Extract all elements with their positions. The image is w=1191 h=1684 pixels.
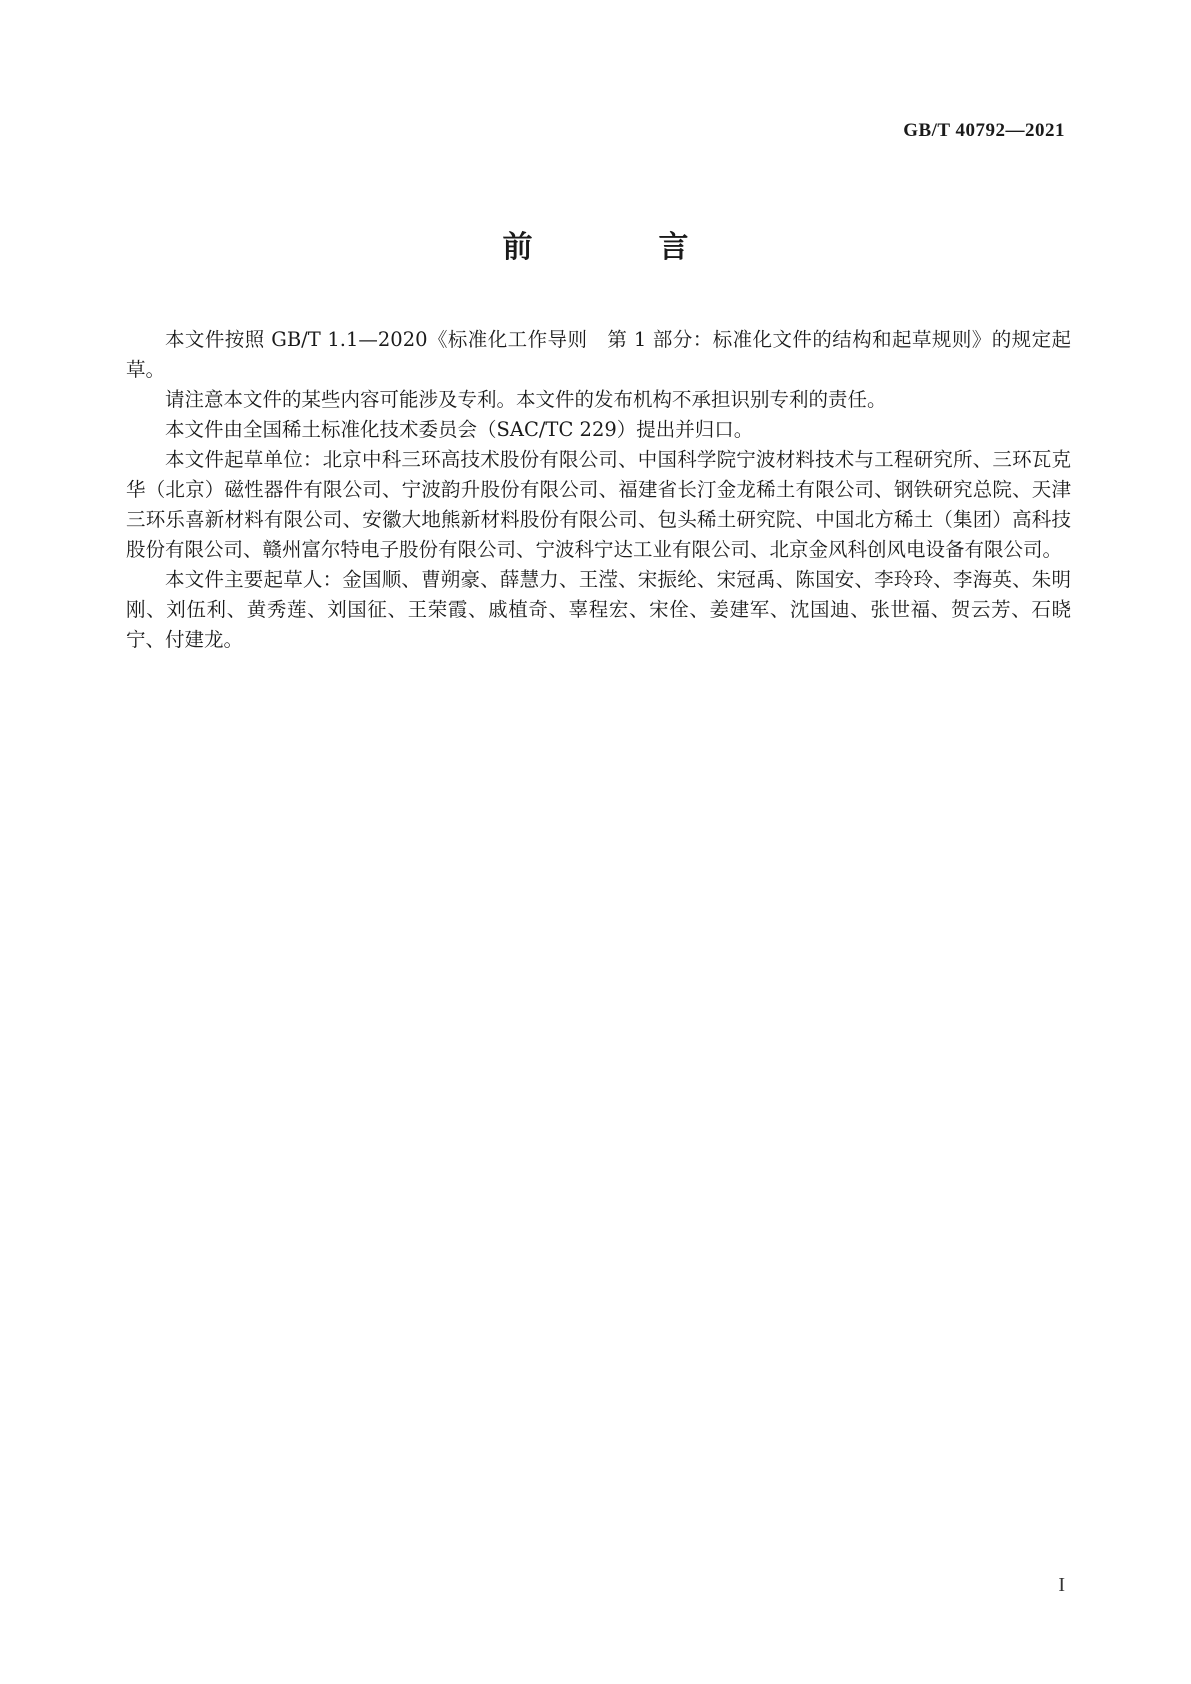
paragraph-patent-notice: 请注意本文件的某些内容可能涉及专利。本文件的发布机构不承担识别专利的责任。: [165, 388, 887, 411]
paragraph-drafting-units: 本文件起草单位：北京中科三环高技术股份有限公司、中国科学院宁波材料技术与工程研究所、三环瓦克华（北京）磁性器件有限公司、宁波韵升股份有限公司、福建省长汀金龙稀土有限公司、钢铁研究总院、天津三环乐喜新材料有限公司、安徽大地熊新材料股份有限公司、包头稀土研究院、中国北方稀土（集团）高科技股份有限公司、赣州富尔特电子股份有限公司、宁波科宁达工业有限公司、北京金风科创风电设备有限公司。: [126, 448, 1071, 561]
paragraph-drafters: 本文件主要起草人：金国顺、曹朔豪、薛慧力、王滢、宋振纶、宋冠禹、陈国安、李玲玲、李海英、朱明刚、刘伍利、黄秀莲、刘国征、王荣霞、戚植奇、辜程宏、宋佺、姜建军、沈国迪、张世福、贺云芳、石晓宁、付建龙。: [126, 568, 1071, 651]
standard-number: GB/T 40792—2021: [903, 120, 1065, 141]
foreword-body: [126, 325, 1071, 655]
page-number: I: [1058, 1574, 1065, 1596]
paragraph-proposing-committee: 本文件由全国稀土标准化技术委员会（SAC/TC 229）提出并归口。: [165, 418, 754, 441]
page-title: 前 言: [502, 230, 737, 265]
paragraph-drafting-rules: 本文件按照 GB/T 1.1—2020《标准化工作导则 第 1 部分：标准化文件的结构和起草规则》的规定起草。: [126, 328, 1071, 381]
